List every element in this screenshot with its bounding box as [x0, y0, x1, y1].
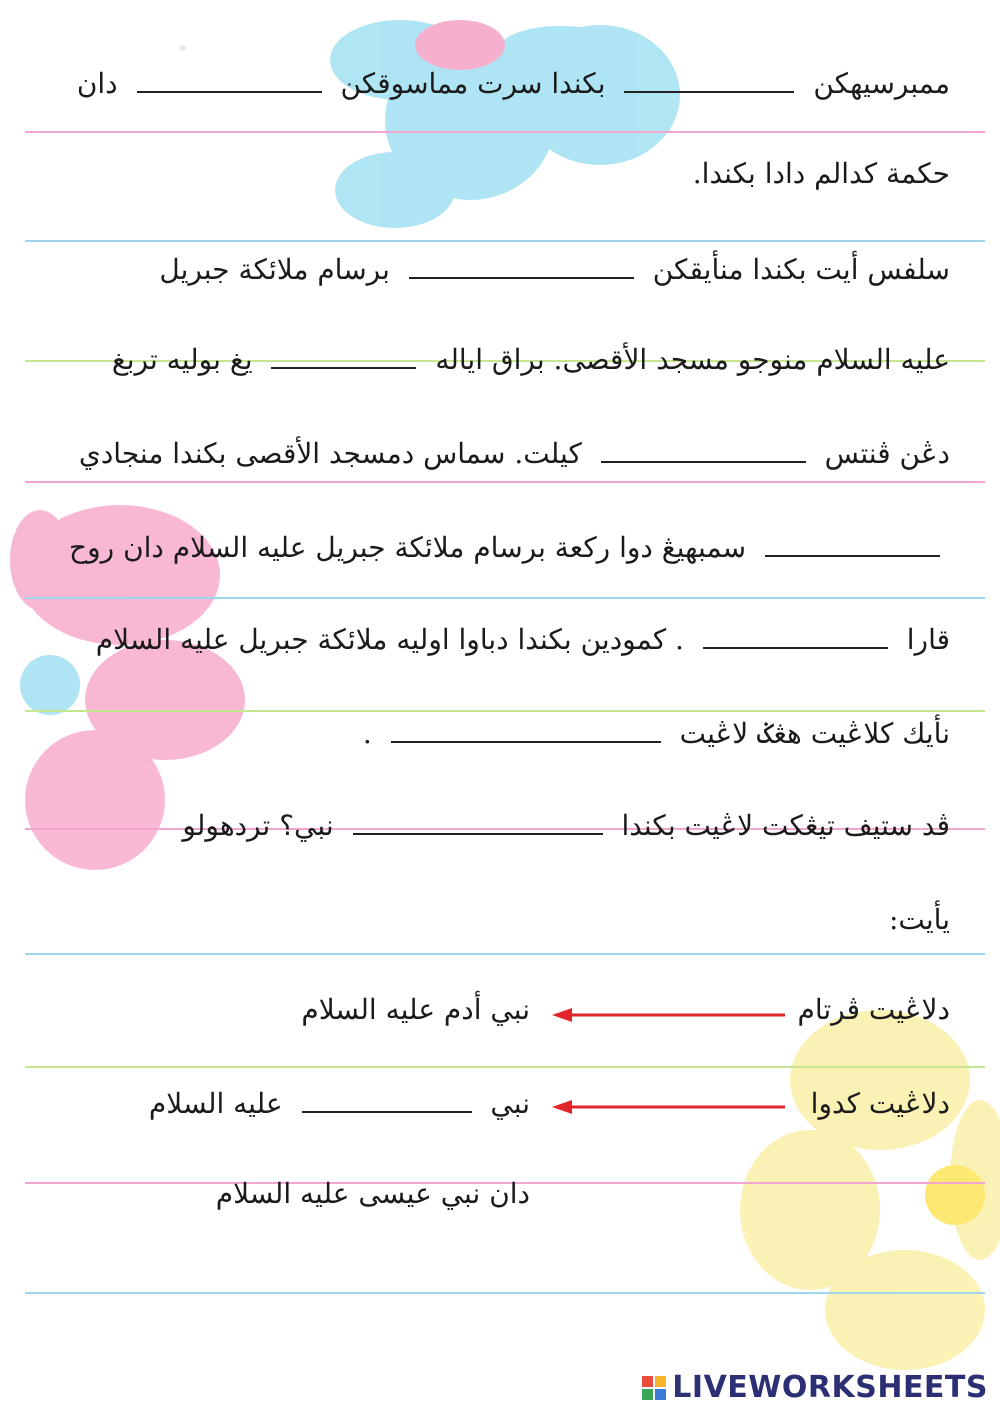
worksheet-line-3: [159, 253, 950, 286]
match-right-text: نبي: [490, 1087, 530, 1120]
ruled-line: [25, 1292, 985, 1294]
line-text: ڤد ستيف تيڠکت لاڠيت بکندا: [621, 809, 950, 842]
line-text: برسام ملائکة جبريل: [159, 253, 390, 286]
match-right-text: عليه السلام: [148, 1087, 283, 1120]
ruled-line: [25, 481, 985, 483]
worksheet-line-7: [95, 623, 950, 656]
answer-blank-6[interactable]: [765, 551, 940, 557]
red-arrow-icon: [550, 1092, 790, 1122]
ruled-line: [25, 597, 985, 599]
worksheet-line-2: [692, 157, 950, 190]
line-text: يأيت:: [888, 903, 950, 936]
answer-blank-8[interactable]: [391, 737, 661, 743]
line-text: دڠن ڤنتس: [824, 437, 950, 470]
worksheet-line-6: [69, 531, 950, 564]
answer-blank-2[interactable]: [137, 87, 322, 93]
worksheet-line-5: [78, 437, 950, 470]
line-text: يغ بوليه تربغ: [111, 343, 253, 376]
match-left-1: [797, 993, 950, 1026]
liveworksheets-logo-icon: [642, 1376, 666, 1400]
line-text: نبي؟ تردهولو: [182, 809, 334, 842]
worksheet-line-1: [76, 67, 950, 100]
ruled-line: [25, 710, 985, 712]
worksheet-line-8: [362, 717, 950, 750]
line-text: سمبهيڠ دوا رکعة برسام ملائکة جبريل عليه السلام دان روح: [69, 531, 747, 564]
answer-blank-4[interactable]: [271, 363, 416, 369]
match-left-text: دلاڠيت کدوا: [810, 1087, 950, 1120]
match-left-2: [810, 1087, 950, 1120]
answer-blank-1[interactable]: [624, 87, 794, 93]
match-right-text: نبي أدم عليه السلام: [301, 993, 530, 1026]
line-text: ممبرسيهکن: [813, 67, 950, 100]
worksheet-line-4: [111, 343, 950, 376]
brand-text: LIVEWORKSHEETS: [672, 1370, 988, 1405]
answer-blank-9[interactable]: [353, 829, 603, 835]
answer-blank-3[interactable]: [409, 273, 634, 279]
blue-flower-icon: [330, 20, 680, 228]
closing-line: [215, 1177, 530, 1210]
ruled-line: [25, 1066, 985, 1068]
line-text: قارا: [906, 623, 950, 656]
line-text: حکمة کدالم دادا بکندا.: [692, 157, 950, 190]
answer-blank-7[interactable]: [703, 643, 888, 649]
answer-blank-5[interactable]: [601, 457, 806, 463]
line-text: کيلت. سماس دمسجد الأقصى بکندا منجادي: [78, 437, 582, 470]
line-text: نأيك کلاڠيت هڠݢ لاڠيت: [679, 717, 950, 750]
match-left-text: دلاڠيت ڤرتام: [797, 993, 950, 1026]
yellow-flower-icon: [740, 1010, 1000, 1370]
ruled-line: [25, 953, 985, 955]
line-text: . کمودين بکندا دباوا اوليه ملائکة جبريل عليه السلام: [95, 623, 684, 656]
ruled-line: [25, 131, 985, 133]
ruled-line: [25, 240, 985, 242]
line-text: عليه السلام منوجو مسجد الأقصى. براق اياله: [435, 343, 950, 376]
red-arrow-icon: [550, 1000, 790, 1030]
closing-text: دان نبي عيسى عليه السلام: [215, 1177, 530, 1210]
line-text: دان: [76, 67, 118, 100]
worksheet-line-9: [182, 809, 950, 842]
answer-blank-10[interactable]: [302, 1107, 472, 1113]
liveworksheets-logo: [642, 1370, 988, 1405]
line-text: بکندا سرت مماسوقکن: [340, 67, 606, 100]
match-right-1: [301, 993, 530, 1026]
line-text: سلفس أيت بکندا منأيقکن: [652, 253, 950, 286]
worksheet-line-10: [888, 903, 950, 936]
line-text: .: [362, 717, 372, 750]
match-right-2: [148, 1087, 530, 1120]
